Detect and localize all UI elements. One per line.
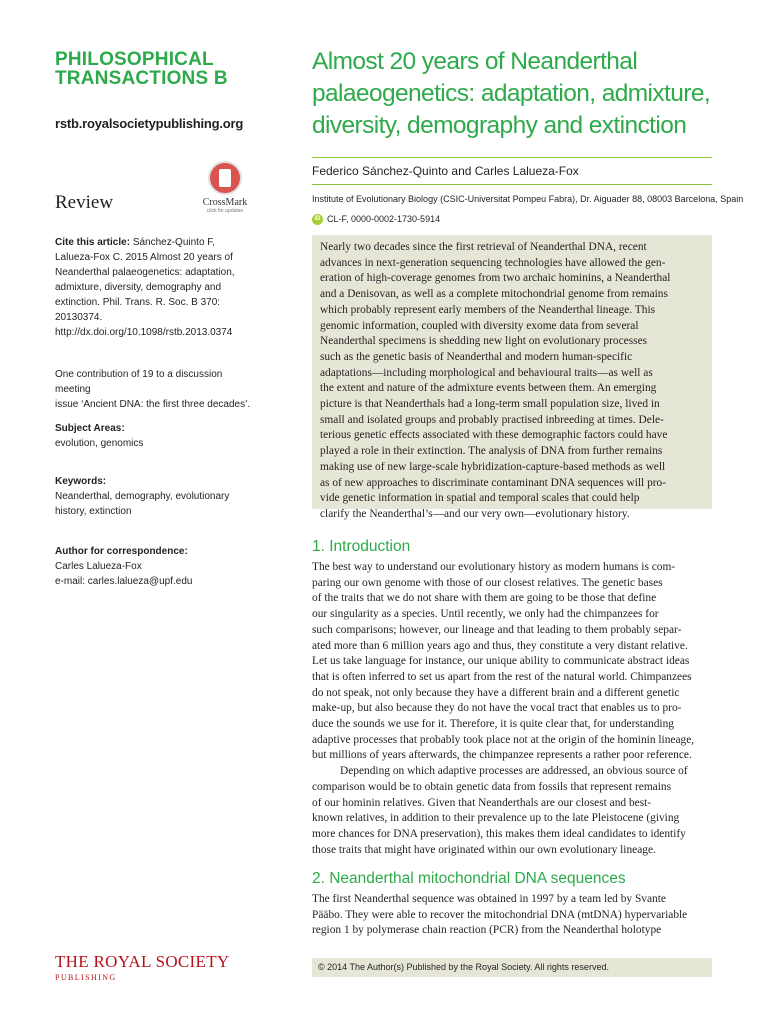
crossmark-sub-label: click for updates bbox=[206, 208, 244, 214]
subject-areas-heading: Subject Areas: bbox=[55, 423, 125, 434]
journal-name-line1: PHILOSOPHICAL bbox=[55, 49, 214, 70]
subject-areas-value: evolution, genomics bbox=[55, 438, 144, 449]
body-line: paring our own genome with those of our closest relatives. The genetic bases bbox=[312, 576, 663, 589]
article-authors: Federico Sánchez-Quinto and Carles Lalueza-Fox bbox=[312, 164, 579, 178]
body-line: such comparisons; however, our lineage and that leading to them probably separ- bbox=[312, 623, 682, 636]
abstract-line: making use of new large-scale hybridization-capture-based methods as well bbox=[320, 460, 666, 473]
abstract-line: terious genetic effects associated with these demographic factors could have bbox=[320, 429, 668, 442]
abstract-line: advances in next-generation sequencing technologies have allowed the gen- bbox=[320, 256, 666, 269]
body-line: The first Neanderthal sequence was obtained in 1997 by a team led by Svante bbox=[312, 893, 666, 905]
logo-line1: THE ROYAL SOCIETY bbox=[55, 952, 230, 971]
article-type-label: Review bbox=[55, 192, 114, 213]
keywords-line: Neanderthal, demography, evolutionary bbox=[55, 491, 230, 502]
section-heading-introduction: 1. Introduction bbox=[312, 538, 411, 555]
title-line: Almost 20 years of Neanderthal bbox=[312, 48, 638, 75]
body-line: ated more than 6 million years ago and thus, they constitute a very distant relative. bbox=[312, 639, 688, 652]
abstract-box bbox=[312, 235, 712, 520]
body-line: but millions of years afterwards, the chimpanzee represents a rather poor reference. bbox=[312, 749, 692, 762]
mtdna-body bbox=[312, 892, 712, 939]
abstract-line: genomic information, coupled with diversity exome data from several bbox=[320, 319, 639, 332]
abstract-line: adaptations—including morphological and behavioural traits—as well as bbox=[320, 366, 653, 379]
body-line: adaptive processes that probably took place not at the origin of the hominin lineage, bbox=[312, 733, 695, 746]
abstract-line: Neanderthal specimens is shedding new light on evolutionary processes bbox=[320, 335, 648, 348]
citation-line: admixture, diversity, demography and bbox=[55, 282, 222, 293]
body-line: region 1 by polymerase chain reaction (PCR) from the Neanderthal holotype bbox=[312, 924, 662, 937]
contribution-note bbox=[55, 367, 255, 412]
introduction-body bbox=[312, 560, 712, 858]
logo-line2: PUBLISHING bbox=[55, 973, 117, 982]
abstract-line: picture is that Neanderthals had a long-term small population size, lived in bbox=[320, 398, 660, 411]
body-line: Pääbo. They were able to recover the mitochondrial DNA (mtDNA) hypervariable bbox=[312, 908, 688, 921]
body-line: more chances for DNA preservation), this makes them ideal candidates to identify bbox=[312, 827, 686, 840]
orcid-entry[interactable] bbox=[312, 214, 440, 225]
correspondence bbox=[55, 544, 255, 589]
body-line: make-up, but also because they do not have the vocal tract that enables us to pro- bbox=[312, 702, 682, 715]
journal-website-link[interactable]: rstb.royalsocietypublishing.org bbox=[55, 116, 244, 131]
title-line: diversity, demography and extinction bbox=[312, 112, 687, 139]
section-heading-mtdna: 2. Neanderthal mitochondrial DNA sequences bbox=[312, 870, 626, 887]
orcid-text: CL-F, 0000-0002-1730-5914 bbox=[327, 214, 441, 224]
abstract-line: vide genetic information in spatial and temporal scales that could help bbox=[320, 492, 640, 505]
article-title bbox=[312, 46, 732, 142]
correspondence-name: Carles Lalueza-Fox bbox=[55, 561, 142, 572]
body-line: do not speak, not only because they have a different brain and a different genetic bbox=[312, 686, 680, 699]
citation-doi-link[interactable]: http://dx.doi.org/10.1098/rstb.2013.0374 bbox=[55, 327, 233, 338]
title-line: palaeogenetics: adaptation, admixture, bbox=[312, 80, 711, 107]
body-line: of our hominin relatives. Given that Neanderthals are our closest and best- bbox=[312, 796, 652, 809]
citation-heading: Cite this article: bbox=[55, 237, 131, 248]
subject-areas bbox=[55, 421, 255, 451]
body-line: comparison would be to obtain genetic data from fossils that represent remains bbox=[312, 780, 672, 793]
orcid-icon: iD bbox=[312, 214, 323, 225]
abstract-line: Nearly two decades since the first retrieval of Neanderthal DNA, recent bbox=[320, 241, 647, 253]
journal-name bbox=[55, 50, 270, 88]
keywords-line: history, extinction bbox=[55, 506, 132, 517]
citation-line: extinction. Phil. Trans. R. Soc. B 370: bbox=[55, 297, 221, 308]
abstract-line: which probably represent early members of the Neanderthal lineage. This bbox=[320, 303, 656, 316]
body-line: known relatives, in addition to their prevalence up to the late Pleistocene (giving bbox=[312, 812, 680, 825]
contribution-line: One contribution of 19 to a discussion meeting bbox=[55, 369, 223, 395]
keywords bbox=[55, 474, 255, 519]
body-line: Depending on which adaptive processes are addressed, an obvious source of bbox=[340, 765, 688, 778]
contribution-line: issue ‘Ancient DNA: the first three decades’. bbox=[55, 399, 251, 410]
authors-divider bbox=[312, 184, 712, 185]
body-line: The best way to understand our evolutionary history as modern humans is com- bbox=[312, 561, 676, 573]
abstract-line: small and isolated groups and probably practised inbreeding at times. Dele- bbox=[320, 413, 664, 426]
correspondence-email-link[interactable]: e-mail: carles.lalueza@upf.edu bbox=[55, 576, 193, 587]
body-line: that is often inferred to set us apart from the rest of the natural world. Chimpanzees bbox=[312, 670, 692, 683]
abstract-line: such as the genetic basis of Neanderthal and modern human-specific bbox=[320, 350, 633, 363]
citation-line: Sánchez-Quinto F, bbox=[132, 237, 216, 248]
body-line: duce the sounds we use for it. Therefore, it is quite clear that, for understanding bbox=[312, 718, 674, 731]
body-line: of the traits that we do not share with them are going to be those that define bbox=[312, 592, 657, 605]
copyright-footer: © 2014 The Author(s) Published by the Royal Society. All rights reserved. bbox=[312, 958, 712, 977]
journal-name-line2: TRANSACTIONS B bbox=[55, 68, 228, 89]
abstract-line: the extent and nature of the admixture events between them. An emerging bbox=[320, 382, 657, 395]
citation-block bbox=[55, 235, 255, 340]
citation-line: Lalueza-Fox C. 2015 Almost 20 years of bbox=[55, 252, 233, 263]
body-line: our singularity as a species. Until recently, we only had the chimpanzees for bbox=[312, 608, 659, 621]
abstract-line: as of new approaches to discriminate contaminant DNA sequences will pro- bbox=[320, 476, 667, 489]
crossmark-icon bbox=[208, 161, 242, 195]
crossmark-label: CrossMark bbox=[202, 197, 248, 208]
body-line: those traits that might have originated within our own evolutionary lineage. bbox=[312, 843, 656, 856]
title-divider bbox=[312, 157, 712, 158]
keywords-heading: Keywords: bbox=[55, 476, 107, 487]
author-affiliation: Institute of Evolutionary Biology (CSIC-Universitat Pompeu Fabra), Dr. Aiguader 88, 08003 Barcelona, Spain bbox=[312, 194, 744, 204]
crossmark-badge[interactable] bbox=[195, 161, 255, 215]
abstract-line: clarify the Neanderthal’s—and our very own—evolutionary history. bbox=[320, 507, 630, 520]
abstract-line: eration of high-coverage genomes from two archaic hominins, a Neanderthal bbox=[320, 272, 671, 285]
abstract-line: played a role in their extinction. The analysis of DNA from further remains bbox=[320, 445, 663, 458]
body-line: Let us take language for instance, our unique ability to communicate abstract ideas bbox=[312, 655, 690, 668]
citation-line: Neanderthal palaeogenetics: adaptation, bbox=[55, 267, 235, 278]
citation-line: 20130374. bbox=[55, 312, 103, 323]
abstract-line: and a Denisovan, as well as a complete mitochondrial genome from remains bbox=[320, 288, 668, 301]
royal-society-logo bbox=[55, 952, 229, 982]
correspondence-heading: Author for correspondence: bbox=[55, 546, 188, 557]
